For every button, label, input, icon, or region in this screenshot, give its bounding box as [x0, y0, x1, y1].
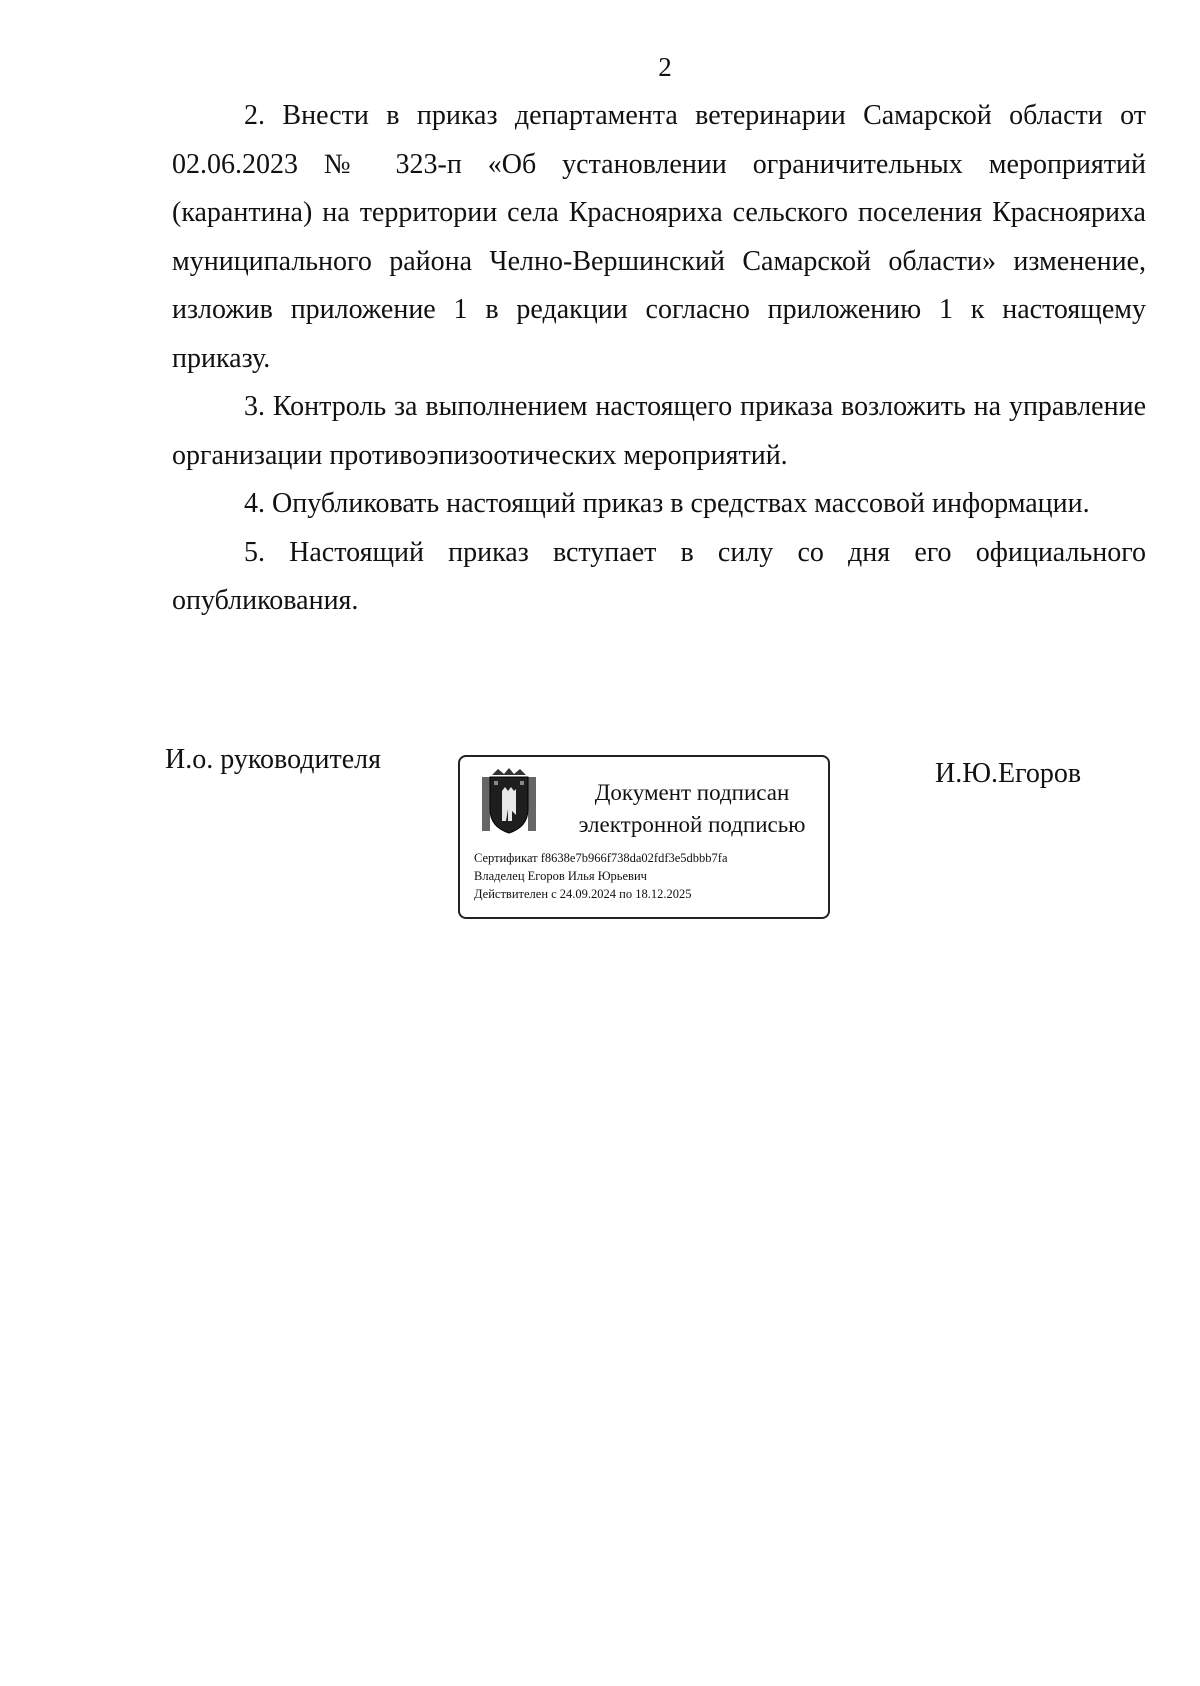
page-number: 2	[658, 52, 672, 82]
signatory-name: И.Ю.Егоров	[935, 758, 1082, 789]
stamp-title-line1: Документ подписан	[594, 780, 790, 805]
order-body	[172, 92, 1146, 626]
electronic-signature-stamp	[458, 755, 830, 919]
stamp-validity: Действителен с 24.09.2024 по 18.12.2025	[474, 887, 692, 901]
paragraph-amendment: 2. Внести в приказ департамента ветеринарии Самарской области от 02.06.2023 № 323-п «Об установлении ограничительных мероприятий (карантина) на территории села Краснояриха сельского поселения Краснояриха муниципального района Челно-Вершинский Самарской области» изменение, изложив приложение 1 в редакции согласно приложению 1 к настоящему приказу.	[172, 100, 1146, 374]
stamp-title-line2: электронной подписью	[578, 812, 806, 837]
stamp-certificate: Сертификат f8638e7b966f738da02fdf3e5dbbb7fa	[474, 851, 728, 865]
signatory-position: И.о. руководителя	[165, 744, 382, 775]
coat-of-arms-icon	[478, 765, 540, 837]
stamp-owner: Владелец Егоров Илья Юрьевич	[474, 869, 647, 883]
paragraph-publish: 4. Опубликовать настоящий приказ в средствах массовой информации.	[244, 488, 1090, 519]
stamp-title	[560, 777, 824, 841]
stamp-details	[474, 849, 824, 903]
paragraph-effective: 5. Настоящий приказ вступает в силу со дня его официального опубликования.	[172, 536, 1146, 616]
paragraph-control: 3. Контроль за выполнением настоящего приказа возложить на управление организации противоэпизоотических мероприятий.	[172, 391, 1146, 471]
